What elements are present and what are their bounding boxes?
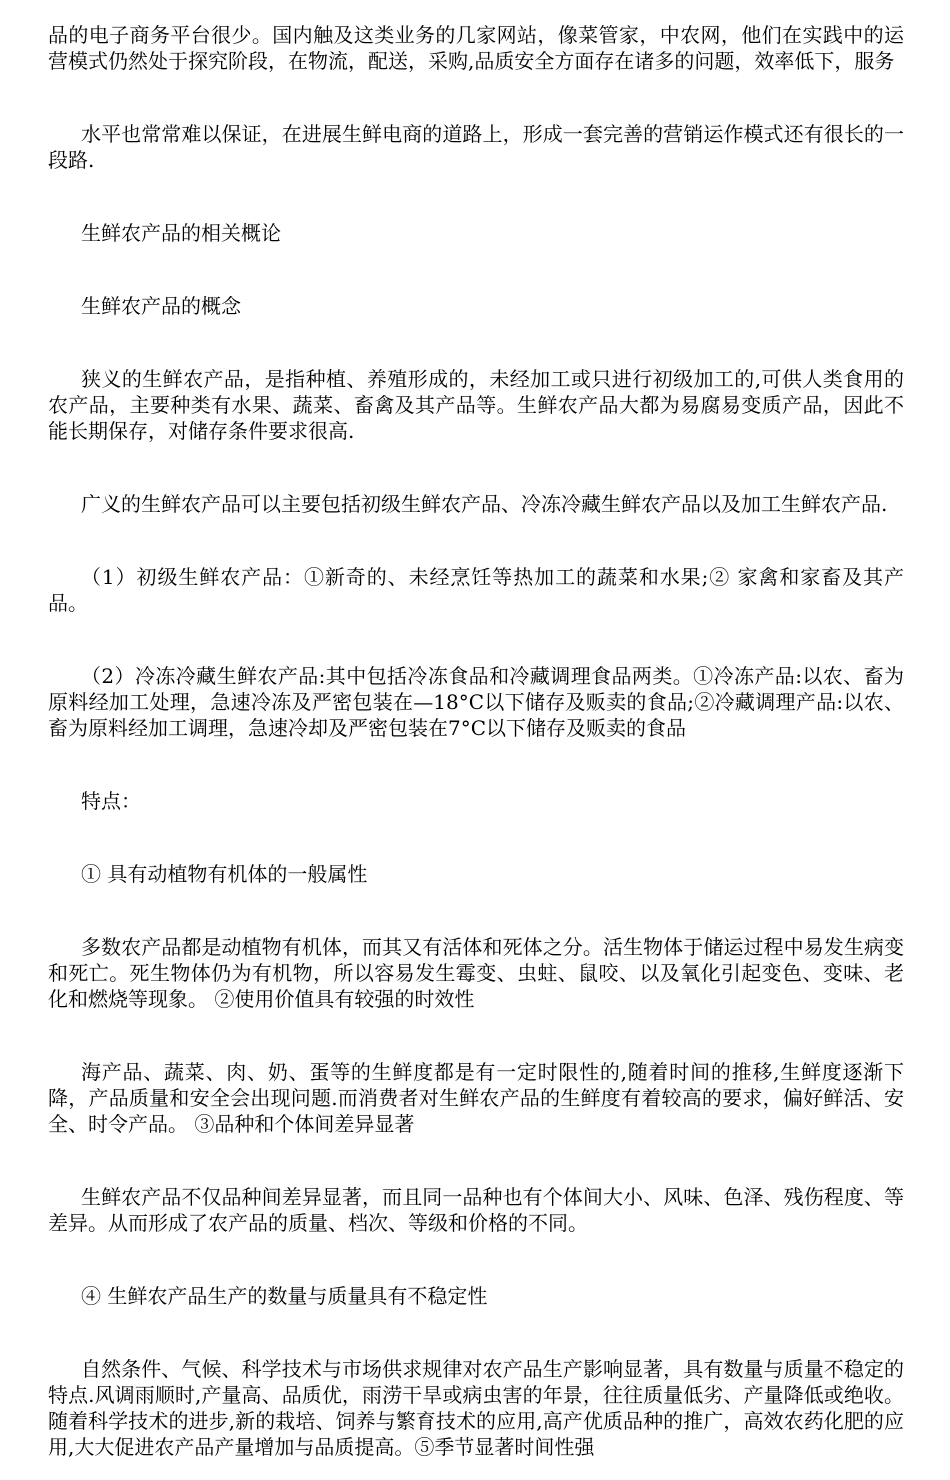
paragraph: 水平也常常难以保证，在进展生鲜电商的道路上，形成一套完善的营销运作模式还有很长的一段路. [48,122,904,172]
list-paragraph: （2）冷冻冷藏生鲜农产品:其中包括冷冻食品和冷藏调理食品两类。①冷冻产品:以农、畜为原料经加工处理，急速冷冻及严密包装在—18°C以下储存及贩卖的食品;②冷藏调理产品:以农、畜为原料经加工调理，急速冷却及严密包装在7°C以下储存及贩卖的食品 [48,664,904,740]
paragraph: 多数农产品都是动植物有机体，而其又有活体和死体之分。活生物体于储运过程中易发生病变和死亡。死生物体仍为有机物，所以容易发生霉变、虫蛀、鼠咬、以及氧化引起变色、变味、老化和燃烧等现象。 ②使用价值具有较强的时效性 [48,935,904,1011]
features-heading: 特点： [81,789,141,813]
subsection-heading: 生鲜农产品的概念 [81,294,241,318]
paragraph: 海产品、蔬菜、肉、奶、蛋等的生鲜度都是有一定时限性的,随着时间的推移,生鲜度逐渐下降，产品质量和安全会出现问题.而消费者对生鲜农产品的生鲜度有着较高的要求，偏好鲜活、安全、时令产品。 ③品种和个体间差异显著 [48,1060,904,1136]
paragraph: 广义的生鲜农产品可以主要包括初级生鲜农产品、冷冻冷藏生鲜农产品以及加工生鲜农产品. [81,492,888,516]
section-heading: 生鲜农产品的相关概论 [81,221,281,245]
feature-heading: ① 具有动植物有机体的一般属性 [81,862,368,886]
paragraph: 狭义的生鲜农产品，是指种植、养殖形成的，未经加工或只进行初级加工的,可供人类食用的农产品，主要种类有水果、蔬菜、畜禽及其产品等。生鲜农产品大都为易腐易变质产品，因此不能长期保存，对储存条件要求很高. [48,367,904,443]
paragraph: 生鲜农产品不仅品种间差异显著，而且同一品种也有个体间大小、风味、色泽、残伤程度、等差异。从而形成了农产品的质量、档次、等级和价格的不同。 [48,1185,904,1235]
document-page [48,22,904,1480]
paragraph-continuation: 品的电子商务平台很少。国内触及这类业务的几家网站，像菜管家，中农网，他们在实践中的运营模式仍然处于探究阶段，在物流，配送，采购,品质安全方面存在诸多的问题，效率低下，服务 [48,23,904,73]
feature-heading: ④ 生鲜农产品生产的数量与质量具有不稳定性 [81,1284,488,1308]
paragraph: 自然条件、气候、科学技术与市场供求规律对农产品生产影响显著，具有数量与质量不稳定的特点.风调雨顺时,产量高、品质优，雨涝干旱或病虫害的年景，往往质量低劣、产量降低或绝收。随着科学技术的进步,新的栽培、饲养与繁育技术的应用,高产优质品种的推广，高效农药化肥的应用,大大促进农产品产量增加与品质提高。⑤季节显著时间性强 [48,1357,904,1459]
list-paragraph: （1）初级生鲜农产品：①新奇的、未经烹饪等热加工的蔬菜和水果;② 家禽和家畜及其产品。 [48,565,904,615]
